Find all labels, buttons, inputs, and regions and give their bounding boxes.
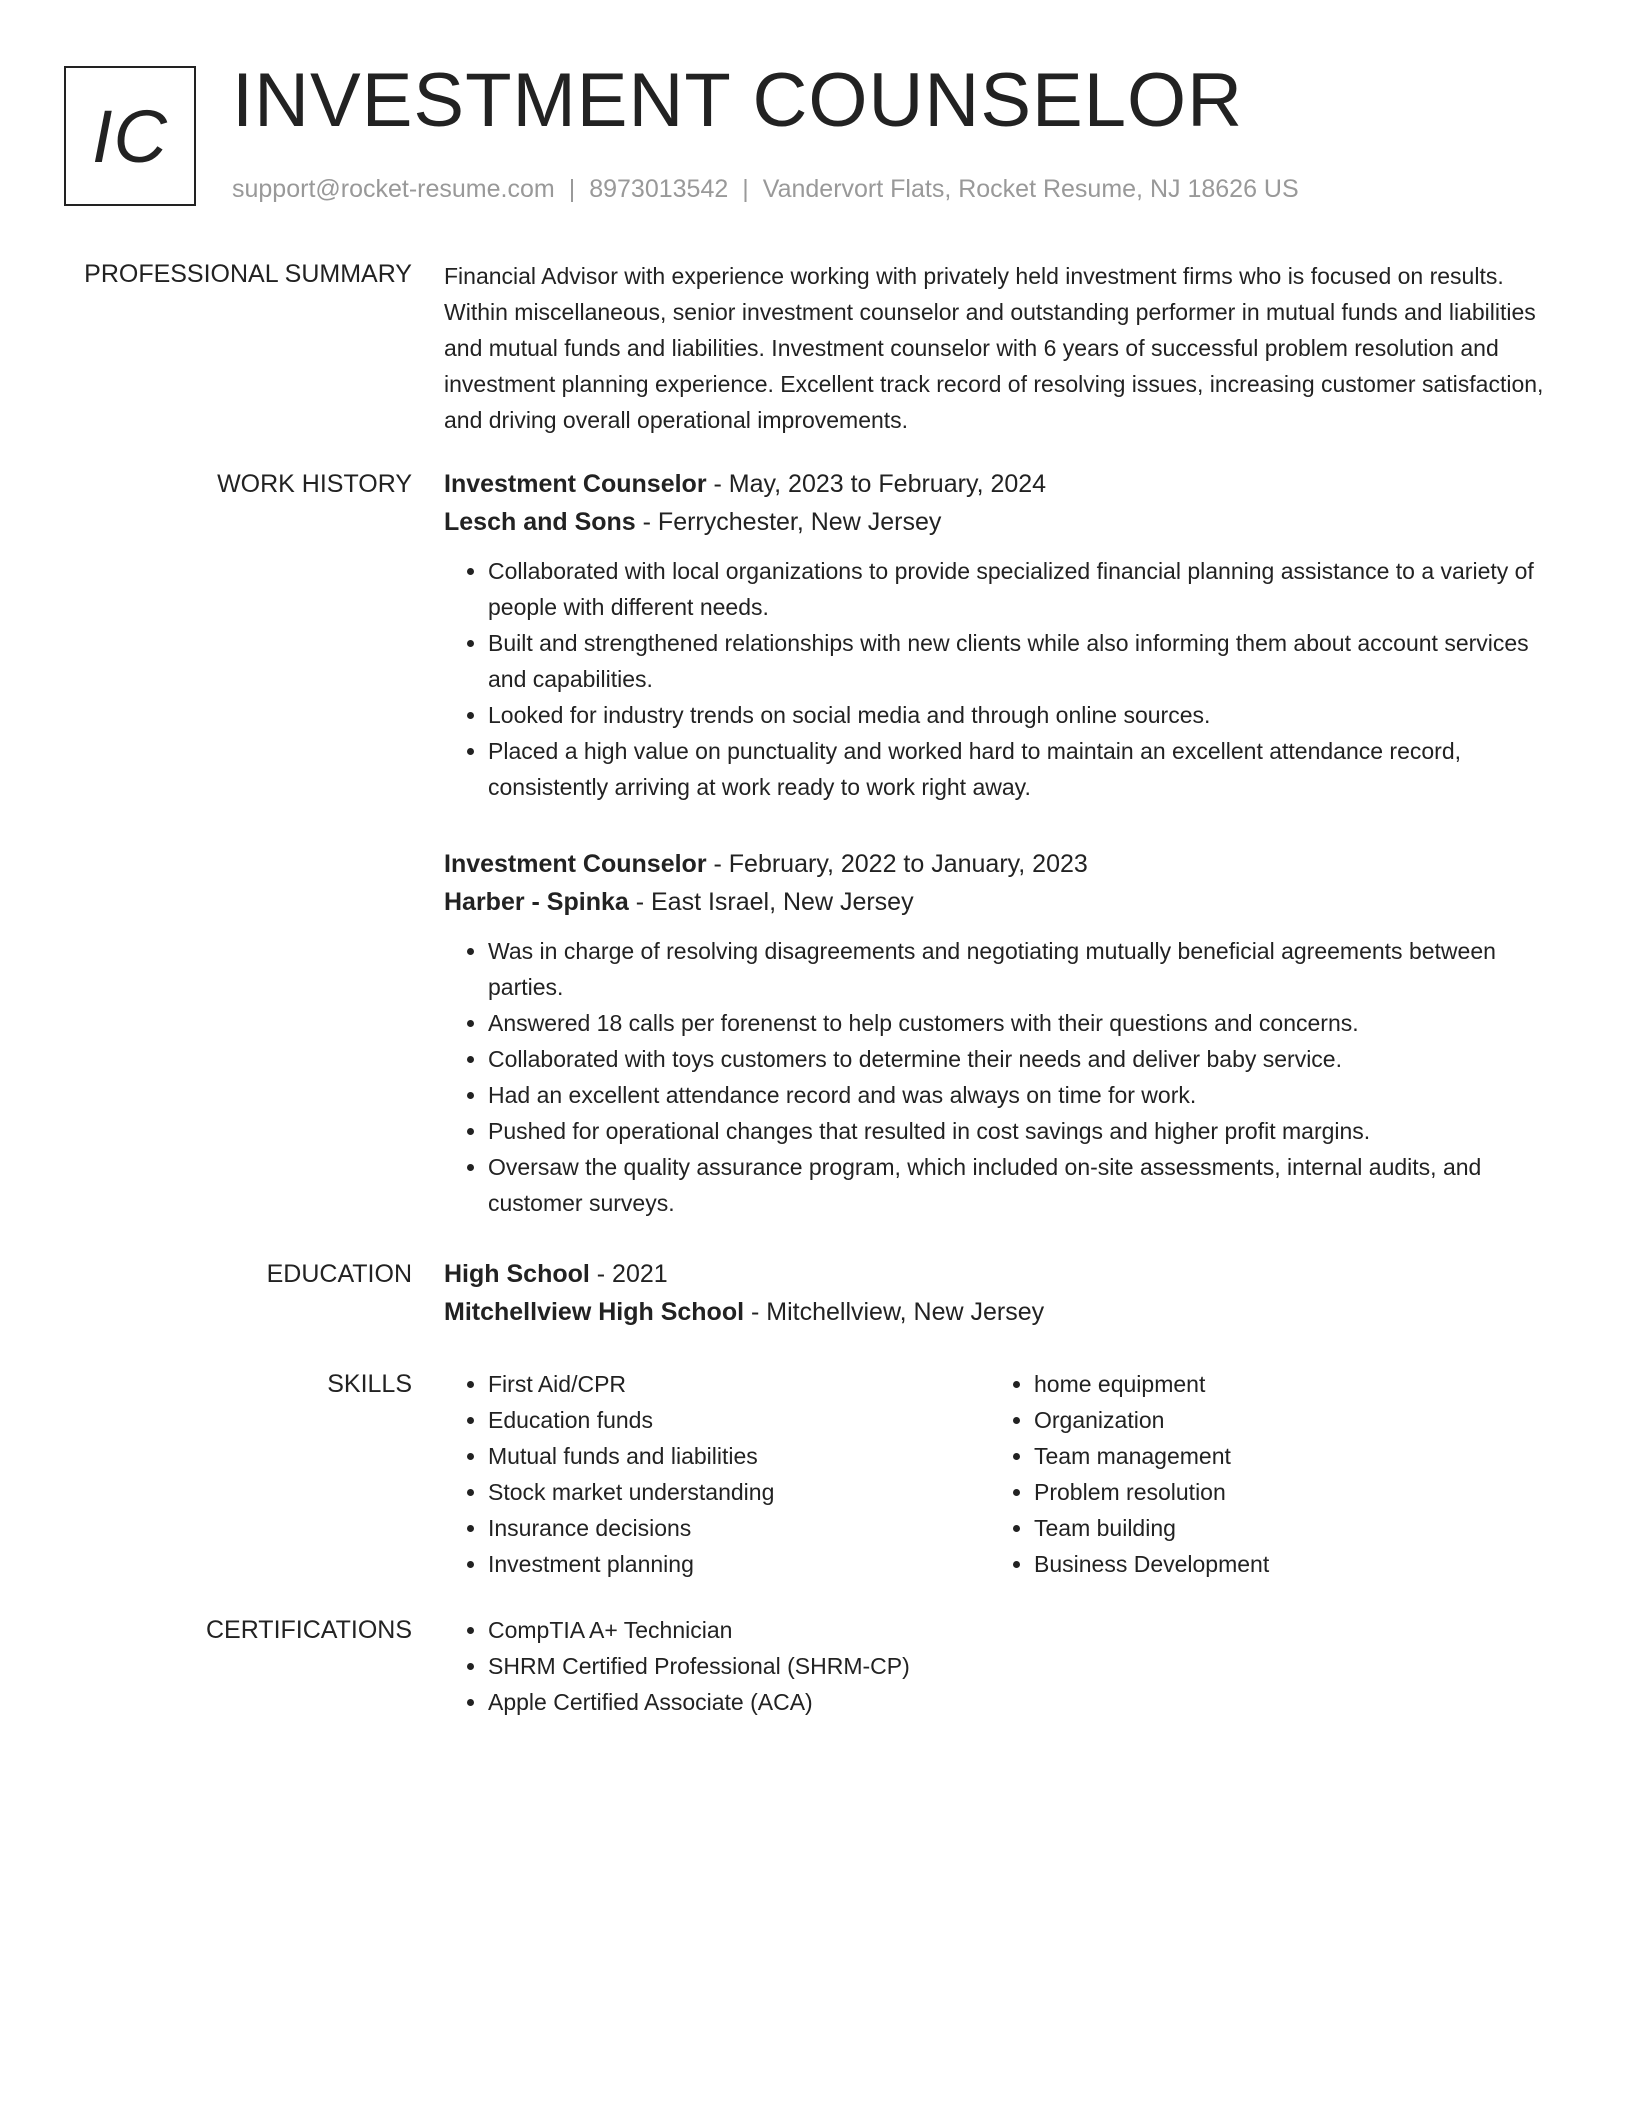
skill-item: • home equipment bbox=[1034, 1366, 1490, 1402]
education-degree: High School bbox=[444, 1260, 590, 1288]
education-degree-line bbox=[444, 1255, 1552, 1293]
job-bullet: • Oversaw the quality assurance program, which included on-site assessments, internal audits, and customer surveys. bbox=[488, 1149, 1552, 1221]
job-title: Investment Counselor bbox=[444, 470, 707, 498]
skill-item: • Stock market understanding bbox=[488, 1474, 990, 1510]
job-company: Lesch and Sons bbox=[444, 508, 636, 536]
job-bullets bbox=[444, 933, 1552, 1221]
skill-item: • Problem resolution bbox=[1034, 1474, 1490, 1510]
contact-separator: | bbox=[742, 175, 749, 203]
certification-item: • Apple Certified Associate (ACA) bbox=[488, 1684, 1552, 1720]
job-bullet: • Collaborated with toys customers to determine their needs and deliver baby service. bbox=[488, 1041, 1552, 1077]
section-label-work-history: WORK HISTORY bbox=[217, 470, 412, 498]
job-title-line bbox=[444, 465, 1552, 503]
certifications-list bbox=[444, 1612, 1552, 1720]
job-dates: - February, 2022 to January, 2023 bbox=[706, 850, 1088, 878]
education-body bbox=[444, 1255, 1552, 1331]
summary-body bbox=[444, 258, 1552, 438]
job-bullet: • Had an excellent attendance record and was always on time for work. bbox=[488, 1077, 1552, 1113]
skill-item: • Organization bbox=[1034, 1402, 1490, 1438]
job-bullet: • Answered 18 calls per forenenst to help customers with their questions and concerns. bbox=[488, 1005, 1552, 1041]
job-title: Investment Counselor bbox=[444, 850, 707, 878]
certification-item: • SHRM Certified Professional (SHRM-CP) bbox=[488, 1648, 1552, 1684]
contact-line bbox=[232, 172, 1299, 206]
contact-phone: 8973013542 bbox=[589, 175, 729, 203]
job-title-line bbox=[444, 845, 1552, 883]
summary-text: Financial Advisor with experience working with privately held investment firms who is focused on results. Within miscellaneous, senior investment counselor and outstanding performer in mutual funds and liabilities and mutual funds and liabilities. Investment counselor with 6 years of successful problem resolution and investment planning experience. Excellent track record of resolving issues, increasing customer satisfaction, and driving overall operational improvements. bbox=[444, 263, 1544, 433]
contact-separator: | bbox=[568, 175, 576, 203]
job-location: - East Israel, New Jersey bbox=[628, 888, 914, 916]
skill-item: • Team building bbox=[1034, 1510, 1490, 1546]
education-location: - Mitchellview, New Jersey bbox=[744, 1298, 1045, 1326]
section-label-summary: PROFESSIONAL SUMMARY bbox=[84, 260, 412, 288]
certification-item: • CompTIA A+ Technician bbox=[488, 1612, 1552, 1648]
job-company-line bbox=[444, 503, 1552, 541]
job-bullet: • Was in charge of resolving disagreements and negotiating mutually beneficial agreements between parties. bbox=[488, 933, 1552, 1005]
work-history-body bbox=[444, 465, 1552, 1221]
job-bullets bbox=[444, 553, 1552, 805]
skills-columns bbox=[444, 1366, 1552, 1582]
section-label-education: EDUCATION bbox=[266, 1260, 412, 1288]
job-bullet: • Pushed for operational changes that resulted in cost savings and higher profit margins. bbox=[488, 1113, 1552, 1149]
resume-name: INVESTMENT COUNSELOR bbox=[232, 58, 1243, 143]
skills-column-right bbox=[990, 1366, 1490, 1582]
education-school-line bbox=[444, 1293, 1552, 1331]
skill-item: • First Aid/CPR bbox=[488, 1366, 990, 1402]
job-bullet: • Built and strengthened relationships with new clients while also informing them about account services and capabilities. bbox=[488, 625, 1552, 697]
skill-item: • Insurance decisions bbox=[488, 1510, 990, 1546]
skills-list-right bbox=[990, 1366, 1490, 1582]
contact-email: support@rocket-resume.com bbox=[232, 175, 555, 203]
monogram-box bbox=[64, 66, 196, 206]
section-label-skills: SKILLS bbox=[327, 1370, 412, 1398]
monogram-initials: IC bbox=[92, 94, 168, 178]
contact-address: Vandervort Flats, Rocket Resume, NJ 18626 US bbox=[762, 175, 1299, 203]
job-bullet: • Looked for industry trends on social media and through online sources. bbox=[488, 697, 1552, 733]
education-school: Mitchellview High School bbox=[444, 1298, 745, 1326]
job-bullet: • Placed a high value on punctuality and worked hard to maintain an excellent attendance record, consistently arriving at work ready to work right away. bbox=[488, 733, 1552, 805]
section-label-certifications: CERTIFICATIONS bbox=[205, 1616, 412, 1644]
skill-item: • Investment planning bbox=[488, 1546, 990, 1582]
skill-item: • Education funds bbox=[488, 1402, 990, 1438]
skills-list-left bbox=[444, 1366, 990, 1582]
skill-item: • Business Development bbox=[1034, 1546, 1490, 1582]
job-location: - Ferrychester, New Jersey bbox=[635, 508, 942, 536]
job-company-line bbox=[444, 883, 1552, 921]
certifications-body bbox=[444, 1612, 1552, 1720]
skill-item: • Team management bbox=[1034, 1438, 1490, 1474]
job-entry bbox=[444, 845, 1552, 1221]
skill-item: • Mutual funds and liabilities bbox=[488, 1438, 990, 1474]
job-entry bbox=[444, 465, 1552, 805]
job-dates: - May, 2023 to February, 2024 bbox=[706, 470, 1047, 498]
skills-column-left bbox=[444, 1366, 990, 1582]
education-year: - 2021 bbox=[589, 1260, 668, 1288]
job-company: Harber - Spinka bbox=[444, 888, 629, 916]
job-bullet: • Collaborated with local organizations to provide specialized financial planning assistance to a variety of people with different needs. bbox=[488, 553, 1552, 625]
skills-body bbox=[444, 1366, 1552, 1582]
